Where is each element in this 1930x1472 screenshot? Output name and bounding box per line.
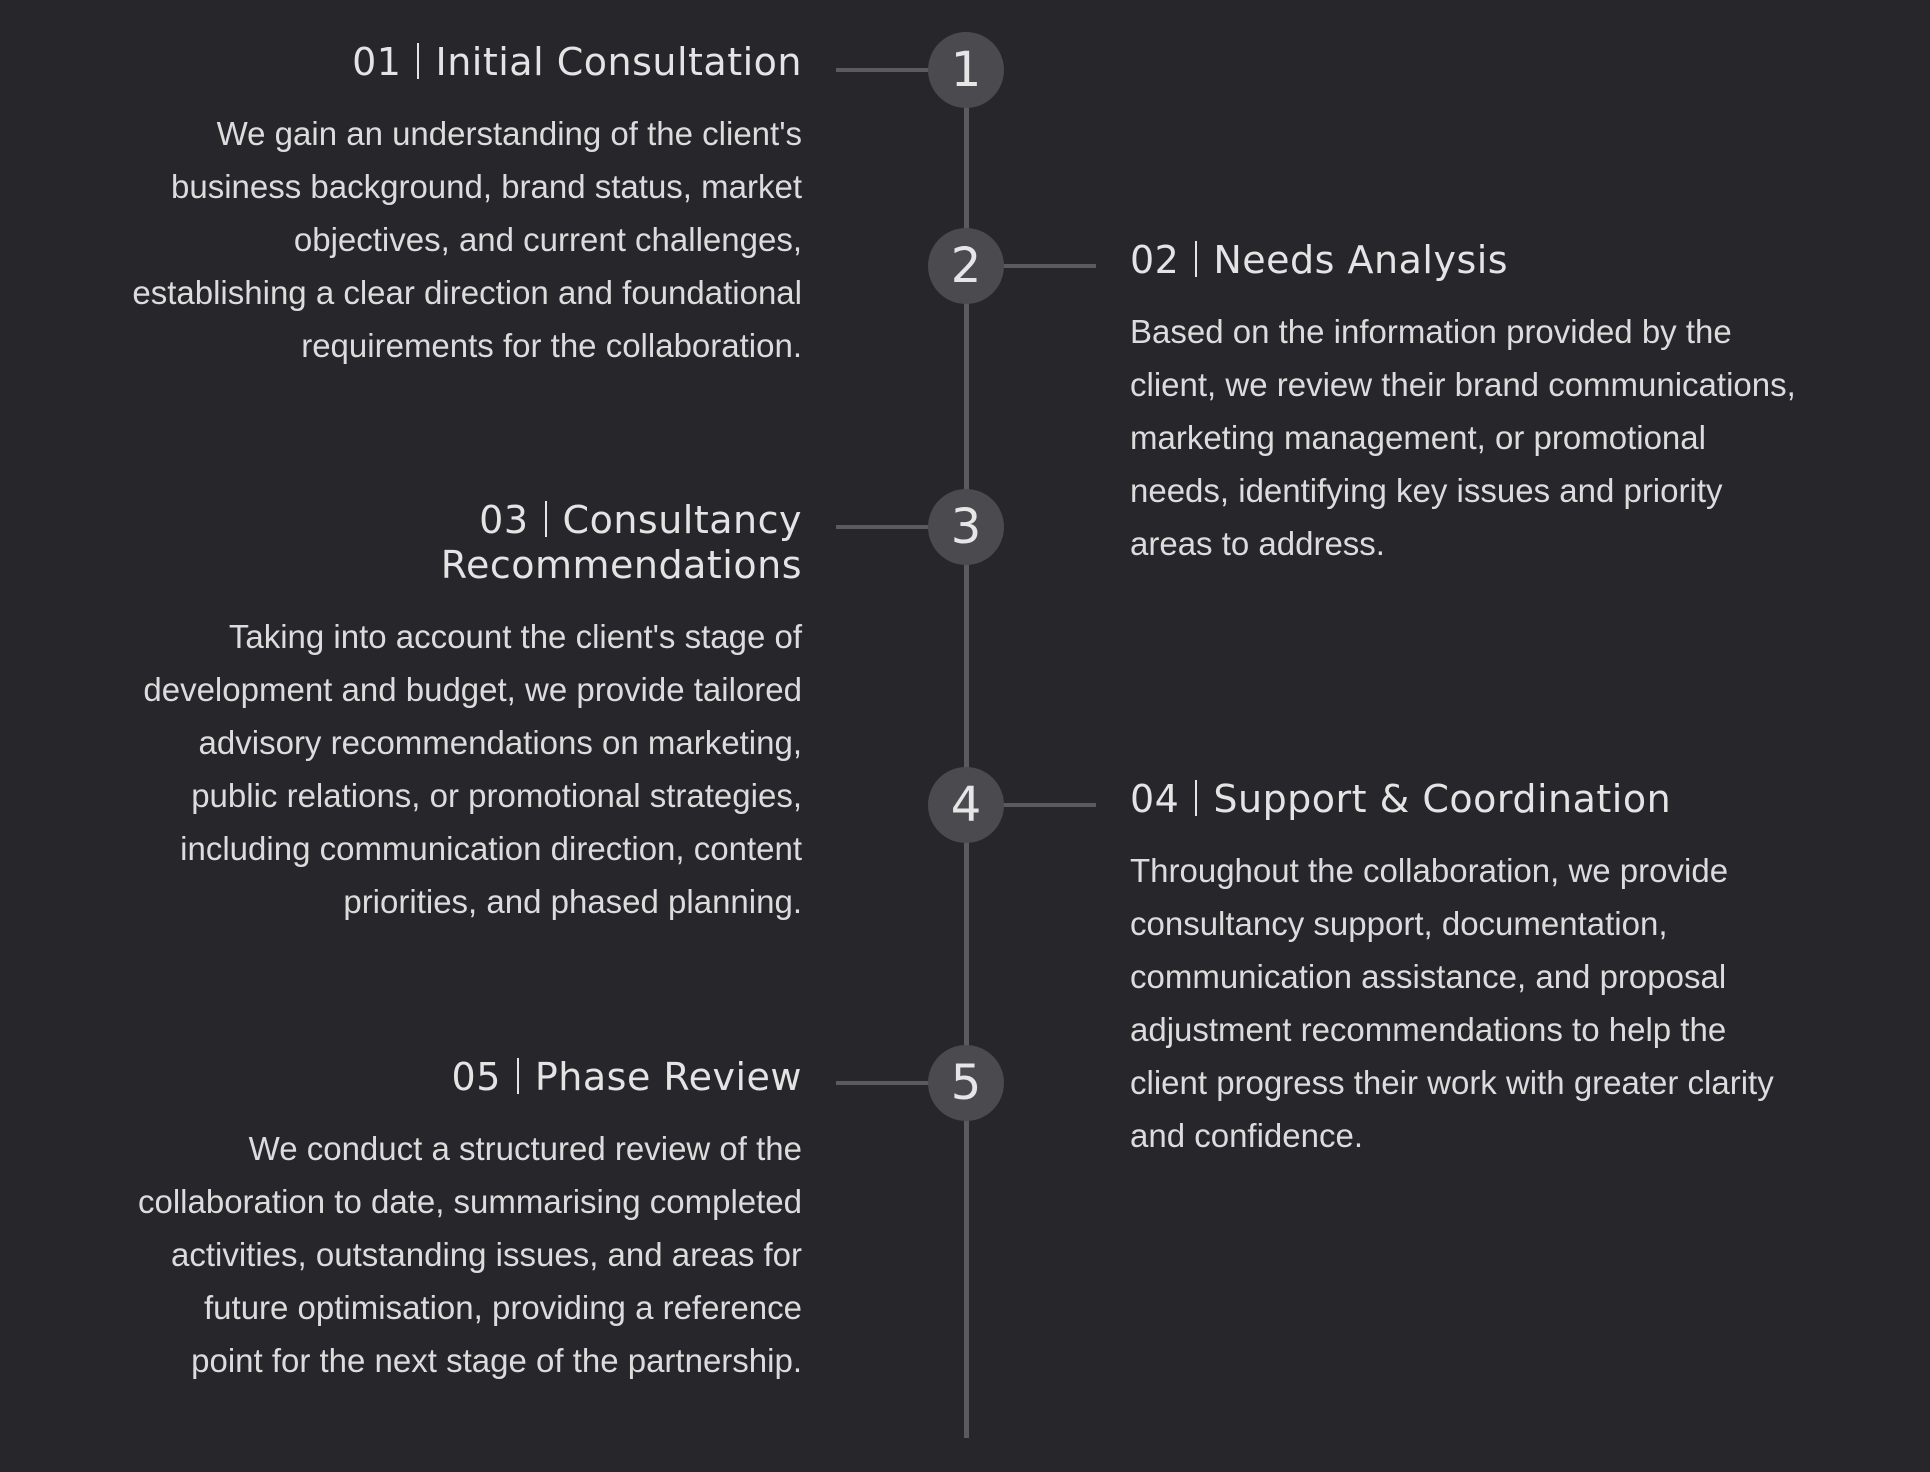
step-4-separator <box>1195 780 1197 816</box>
step-1-connector <box>836 68 930 72</box>
step-2-connector <box>1002 264 1096 268</box>
step-3-description: Taking into account the client's stage of development and budget, we provide tailored advisory recommendations on marketing, public relations, or promotional strategies, including communication direction, content priorities, and phased planning. <box>143 618 802 920</box>
step-5 <box>130 1055 802 1387</box>
step-4-code: 04 <box>1130 777 1180 821</box>
step-3-title-text: Consultancy Recommendations <box>440 498 802 587</box>
step-4 <box>1130 777 1810 1162</box>
step-4-description: Throughout the collaboration, we provide consultancy support, documentation, communication assistance, and proposal adjustment recommendations to help the client progress their work with greater clarity and confidence. <box>1130 852 1774 1154</box>
step-5-connector <box>836 1081 930 1085</box>
step-5-description: We conduct a structured review of the collaboration to date, summarising completed activities, outstanding issues, and areas for future optimisation, providing a reference point for the next stage of the partnership. <box>137 1130 802 1379</box>
step-2-separator <box>1195 241 1197 277</box>
step-1-title <box>130 40 802 85</box>
step-1-separator <box>417 43 419 79</box>
step-2-marker: 2 <box>928 228 1004 304</box>
step-4-marker: 4 <box>928 767 1004 843</box>
step-5-code: 05 <box>451 1055 501 1099</box>
step-5-separator <box>517 1058 519 1094</box>
step-1-marker: 1 <box>928 32 1004 108</box>
step-5-title-text: Phase Review <box>534 1055 802 1099</box>
step-1-code: 01 <box>352 40 402 84</box>
step-3 <box>130 498 802 928</box>
step-2-code: 02 <box>1130 238 1180 282</box>
step-2-title-text: Needs Analysis <box>1213 238 1509 282</box>
step-1-description: We gain an understanding of the client's business background, brand status, market objectives, and current challenges, establishing a clear direction and foundational requirements for the collaboration. <box>132 115 802 364</box>
step-2-title <box>1130 238 1810 283</box>
step-3-separator <box>545 501 547 537</box>
step-3-marker: 3 <box>928 489 1004 565</box>
step-1 <box>130 40 802 372</box>
step-1-title-text: Initial Consultation <box>435 40 802 84</box>
step-4-connector <box>1002 803 1096 807</box>
step-5-marker: 5 <box>928 1045 1004 1121</box>
step-3-connector <box>836 525 930 529</box>
step-4-title <box>1130 777 1810 822</box>
step-3-title <box>130 498 802 588</box>
step-2 <box>1130 238 1810 570</box>
step-4-title-text: Support & Coordination <box>1213 777 1672 821</box>
step-2-description: Based on the information provided by the client, we review their brand communications, marketing management, or promotional needs, identifying key issues and priority areas to address. <box>1130 313 1796 562</box>
step-3-code: 03 <box>479 498 529 542</box>
step-5-title <box>130 1055 802 1100</box>
